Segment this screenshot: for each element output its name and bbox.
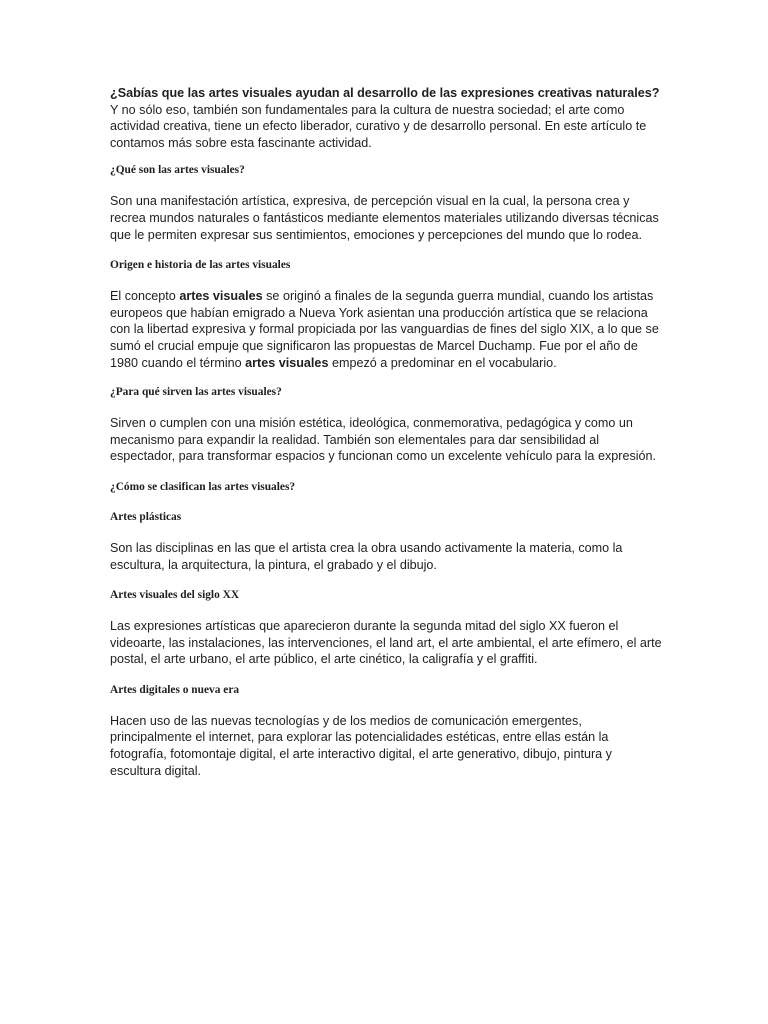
origen-text-2: se originó a finales de la segunda guerra mundial, cuando los artistas europeos que habían emigrado a Nueva York asientan una producción artística que se relaciona con la libertad expresiva y formal propiciada por las vanguardias de fines del siglo XIX, a lo que se sumó el crucial empuje que significaron las propuestas de Marcel Duchamp. Fue por el año de 1980 cuando el término [110,289,659,370]
heading-para-que: ¿Para qué sirven las artes visuales? [110,386,282,399]
origen-text-3: empezó a predominar en el vocabulario. [328,355,557,370]
heading-siglo-xx: Artes visuales del siglo XX [110,589,240,602]
heading-que-son: ¿Qué son las artes visuales? [110,164,245,177]
heading-origen: Origen e historia de las artes visuales [110,259,291,272]
origen-text-1: El concepto [110,289,180,304]
paragraph-origen [110,288,662,371]
origen-bold-1: artes visuales [179,289,263,304]
paragraph-para-que: Sirven o cumplen con una misión estética, ideológica, conmemorativa, pedagógica y como un mecanismo para expandir la realidad. También son elementales para dar sensibilidad al espectador, para transformar espacios y funcionan como un excelente vehículo para la expresión. [110,416,657,464]
heading-clasifican: ¿Cómo se clasifican las artes visuales? [110,480,296,493]
intro-text: Y no sólo eso, también son fundamentales para la cultura de nuestra sociedad; el arte como actividad creativa, tiene un efecto liberador, curativo y de desarrollo personal. En este artículo te contamos más sobre esta fascinante actividad. [110,102,647,150]
paragraph-digitales: Hacen uso de las nuevas tecnologías y de los medios de comunicación emergentes, principalmente el internet, para explorar las potencialidades estéticas, entre ellas están la fotografía, fotomontaje digital, el arte interactivo digital, el arte generativo, dibujo, pintura y escultura digital. [110,713,612,778]
intro-paragraph [110,85,662,151]
heading-plasticas: Artes plásticas [110,510,182,523]
paragraph-que-son: Son una manifestación artística, expresiva, de percepción visual en la cual, la persona crea y recrea mundos naturales o fantásticos mediante elementos materiales utilizando diversas técnicas que le permiten expresar sus sentimientos, emociones y percepciones del mundo que lo rodea. [110,194,659,242]
paragraph-plasticas: Son las disciplinas en las que el artista crea la obra usando activamente la materia, como la escultura, la arquitectura, la pintura, el grabado y el dibujo. [110,540,623,572]
heading-digitales: Artes digitales o nueva era [110,683,240,696]
intro-bold-question: ¿Sabías que las artes visuales ayudan al desarrollo de las expresiones creativas naturales? [110,86,660,100]
origen-bold-2: artes visuales [245,355,329,370]
paragraph-siglo-xx: Las expresiones artísticas que aparecieron durante la segunda mitad del siglo XX fueron el videoarte, las instalaciones, las intervenciones, el land art, el arte ambiental, el arte efímero, el arte postal, el arte urbano, el arte público, el arte cinético, la caligrafía y el graffiti. [110,619,662,667]
document-page [110,85,662,779]
